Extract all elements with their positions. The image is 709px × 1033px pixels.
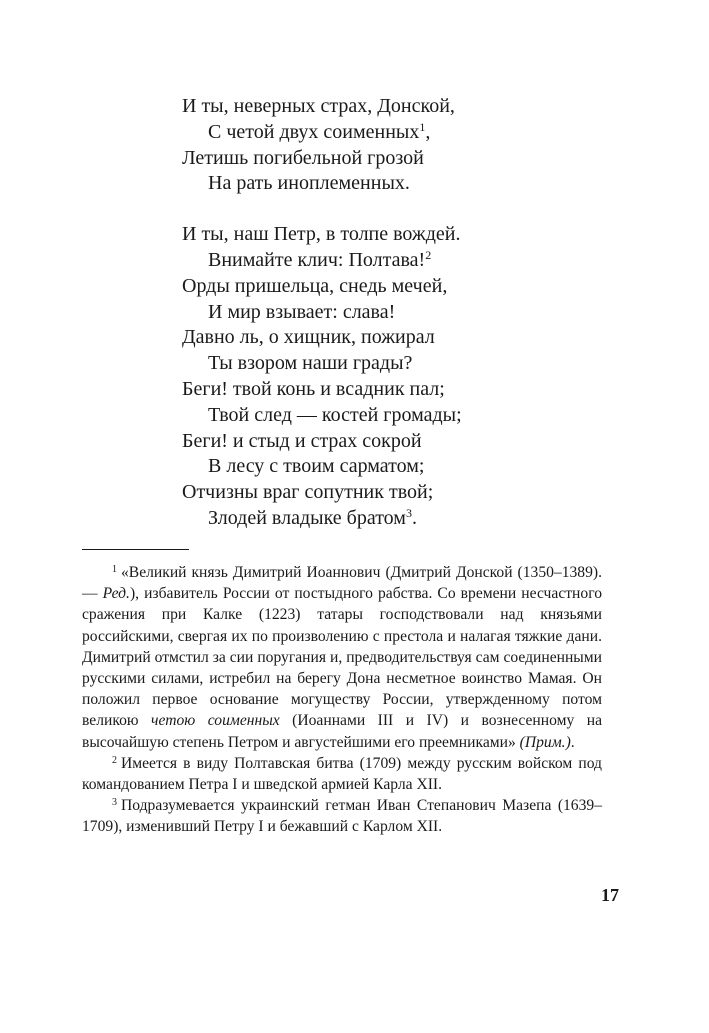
poem-line: Беги! и стыд и страх сокрой bbox=[182, 429, 422, 452]
footnote-ref-2[interactable]: 2 bbox=[425, 247, 432, 262]
poem-line: С четой двух соименных$^1$, bbox=[208, 119, 431, 143]
footnote-ref-1[interactable]: 1 bbox=[419, 119, 426, 134]
poem-line: Летишь погибельной грозой bbox=[182, 146, 424, 169]
footnote-ref-3[interactable]: 3 bbox=[405, 505, 412, 520]
poem-line: И ты, наш Петр, в толпе вождей. bbox=[182, 223, 461, 246]
poem-line: И мир взывает: слава! bbox=[208, 300, 396, 323]
footnote-mark: 2 bbox=[112, 754, 117, 766]
poem-line: Отчизны враг сопутник твой; bbox=[182, 481, 434, 504]
footnote-1: $^1$ «Великий князь Димитрий Иоаннович (Дмитрий Донской (1350–1389). — Ред.), избавитель России от постыдного рабства. Со времени несчастного сражения при Калке (1223) татары господствовали над князьями российскими, свергая их по произволению с престола и налагая тяжкие дани. Димитрий отмстил за сии поругания и, предводительствуя сам соединенными русскими силами, истребил на берегу Дона несметное воинство Мамая. Он положил первое основание могуществу России, утвержденному потом великою четою соименных (Иоаннами III и IV) и вознесенному на высочайшую степень Петром и августейшими его преемниками» (Прим.). bbox=[82, 564, 603, 751]
poem-line: Твой след — костей громады; bbox=[208, 403, 462, 426]
page-number: 17 bbox=[601, 885, 619, 905]
footnote-separator bbox=[82, 549, 189, 550]
poem-line: Беги! твой конь и всадник пал; bbox=[182, 377, 445, 400]
poem-line: Давно ль, о хищник, пожирал bbox=[182, 326, 435, 349]
footnote-3: $^3$ Подразумевается украинский гетман Иван Степанович Мазепа (1639–1709), изменивший Петру I и бежавший с Карлом XII. bbox=[82, 797, 602, 836]
poem-line: Внимайте клич: Полтава!$^2$ bbox=[208, 247, 432, 271]
poem-stanza-1 bbox=[182, 94, 602, 197]
footnotes bbox=[82, 562, 602, 838]
poem-line: На рать иноплеменных. bbox=[208, 172, 410, 195]
poem-line: В лесу с твоим сарматом; bbox=[208, 455, 425, 478]
poem-line: Ты взором наши грады? bbox=[208, 352, 413, 375]
poem-line: И ты, неверных страх, Донской, bbox=[182, 95, 455, 117]
poem bbox=[182, 94, 602, 532]
poem-stanza-2 bbox=[182, 222, 602, 532]
poem-line: Орды пришельца, снедь мечей, bbox=[182, 274, 448, 297]
footnote-mark: 1 bbox=[112, 564, 117, 575]
footnote-2: $^2$ Имеется в виду Полтавская битва (1709) между русским войском под командованием Петра I и шведской армией Карла XII. bbox=[82, 754, 602, 794]
footnote-mark: 3 bbox=[112, 797, 117, 809]
poem-line: Злодей владыке братом$^3$. bbox=[208, 505, 417, 529]
